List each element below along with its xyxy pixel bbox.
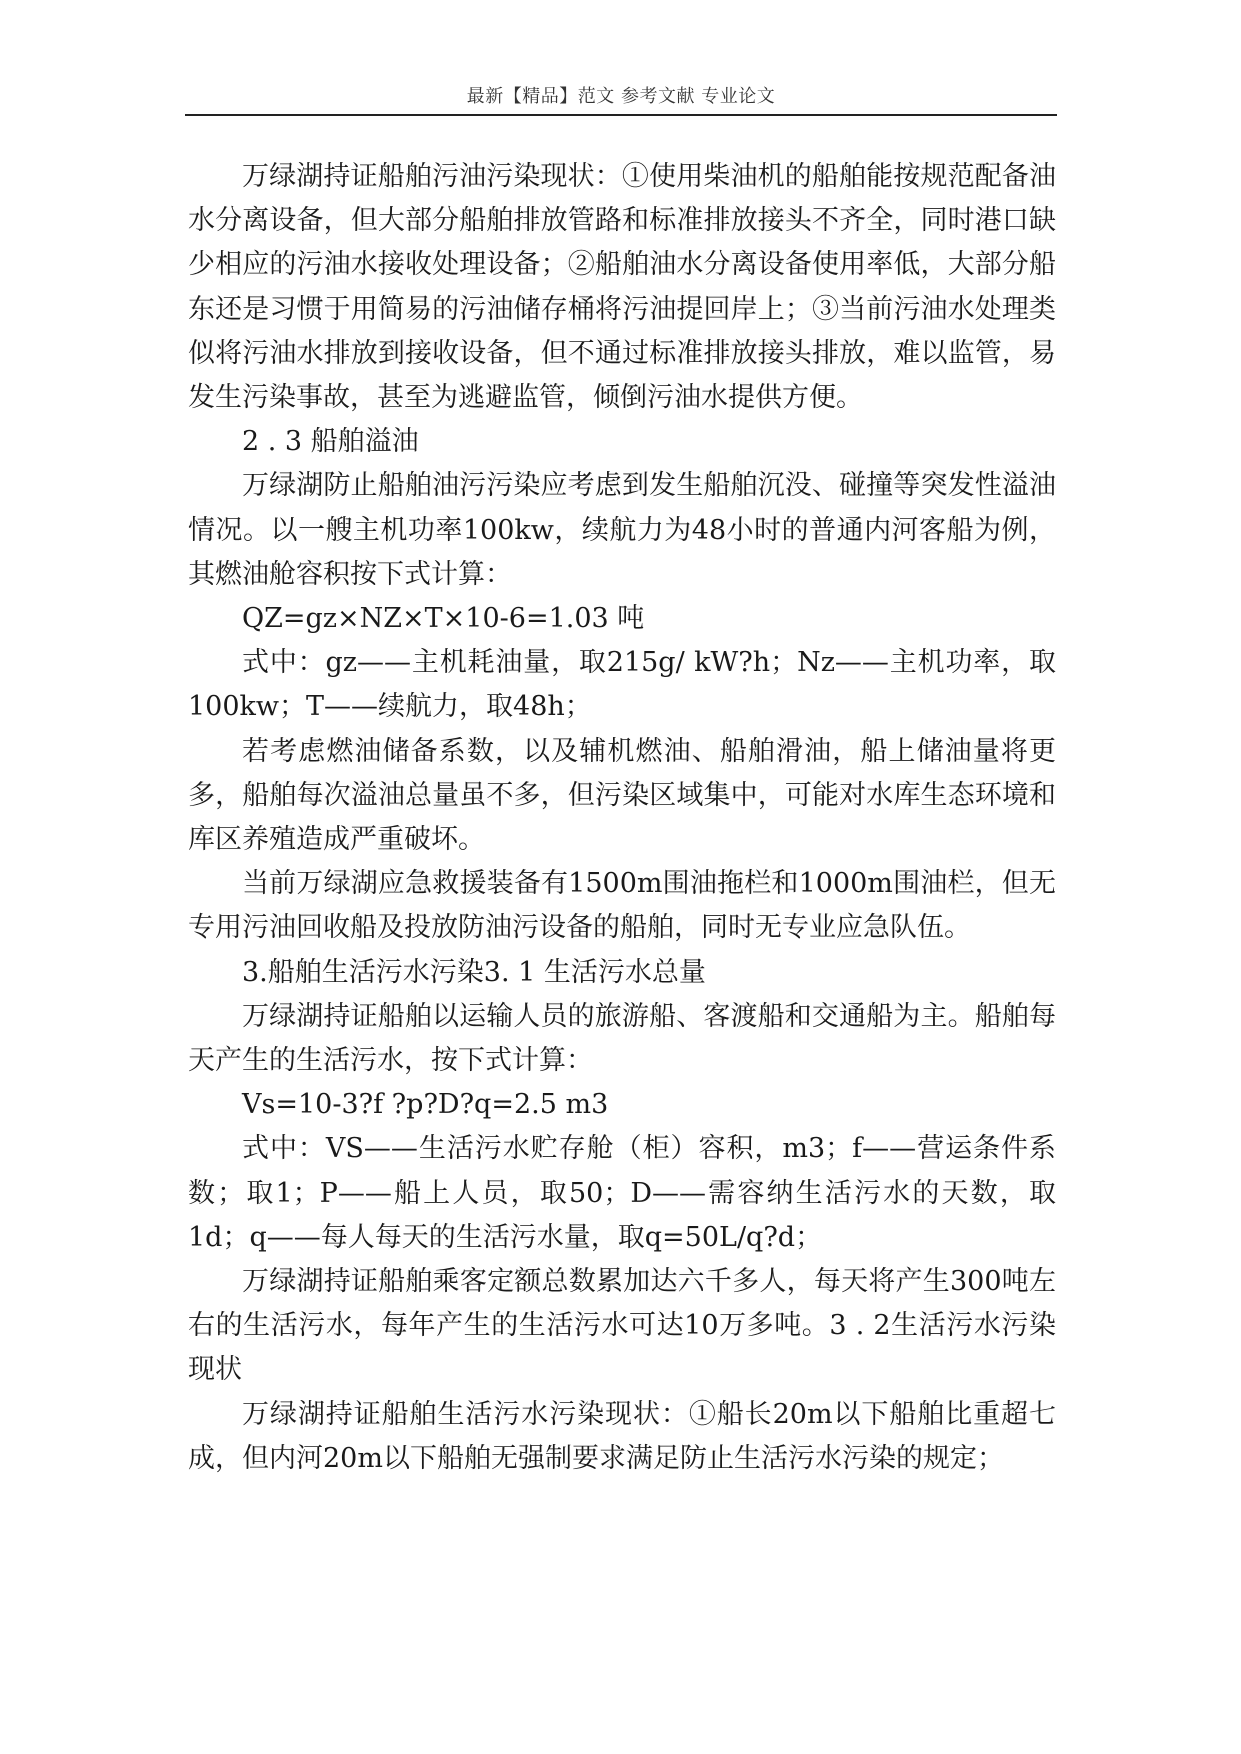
paragraph-emergency-equipment: 当前万绿湖应急救援装备有1500m围油拖栏和1000m围油栏，但无专用污油回收船及投放防油污设备的船舶，同时无专业应急队伍。 (188, 868, 1056, 944)
header-divider (185, 114, 1057, 116)
paragraph-oil-spill-intro: 万绿湖防止船舶油污污染应考虑到发生船舶沉没、碰撞等突发性溢油情况。以一艘主机功率100kw，续航力为48小时的普通内河客船为例，其燃油舱容积按下式计算： (188, 470, 1056, 590)
body-text (188, 155, 1056, 1481)
formula-sewage-volume: Vs=10-3?f ?p?D?q=2.5 m3 (242, 1089, 609, 1121)
formula-fuel-tank: QZ=gz×NZ×T×10-6=1.03 吨 (242, 603, 645, 635)
paragraph-sewage-variables: 式中：VS——生活污水贮存舱（柜）容积，m3；f——营运条件系数；取1；P——船上人员，取50；D——需容纳生活污水的天数，取1d；q——每人每天的生活污水量，取q=50L/q?d； (188, 1133, 1056, 1253)
paragraph-formula-variables: 式中：gz——主机耗油量，取215g/ kW?h；Nz——主机功率，取100kw；T——续航力，取48h； (188, 647, 1056, 723)
section-heading-oil-spill: 2 . 3 船舶溢油 (242, 426, 419, 458)
paragraph-spill-impact: 若考虑燃油储备系数，以及辅机燃油、船舶滑油，船上储油量将更多，船舶每次溢油总量虽不多，但污染区域集中，可能对水库生态环境和库区养殖造成严重破坏。 (188, 735, 1056, 856)
page-header: 最新【精品】范文 参考文献 专业论文 (466, 86, 776, 107)
paragraph-sewage-status: 万绿湖持证船舶生活污水污染现状：①船长20m以下船舶比重超七成，但内河20m以下船舶无强制要求满足防止生活污水污染的规定； (188, 1398, 1056, 1474)
paragraph-sewage-intro: 万绿湖持证船舶以运输人员的旅游船、客渡船和交通船为主。船舶每天产生的生活污水，按下式计算： (188, 1000, 1056, 1077)
paragraph-oil-pollution-status: 万绿湖持证船舶污油污染现状：①使用柴油机的船舶能按规范配备油水分离设备，但大部分船舶排放管路和标准排放接头不齐全，同时港口缺少相应的污油水接收处理设备；②船舶油水分离设备使用率低，大部分船东还是习惯于用简易的污油储存桶将污油提回岸上；③当前污油水处理类似将污油水排放到接收设备，但不通过标准排放接头排放，难以监管，易发生污染事故，甚至为逃避监管，倾倒污油水提供方便。 (188, 161, 1056, 414)
paragraph-sewage-total: 万绿湖持证船舶乘客定额总数累加达六千多人，每天将产生300吨左右的生活污水，每年产生的生活污水可达10万多吨。3 . 2生活污水污染现状 (188, 1266, 1056, 1386)
section-heading-sewage: 3.船舶生活污水污染3. 1 生活污水总量 (242, 956, 706, 988)
